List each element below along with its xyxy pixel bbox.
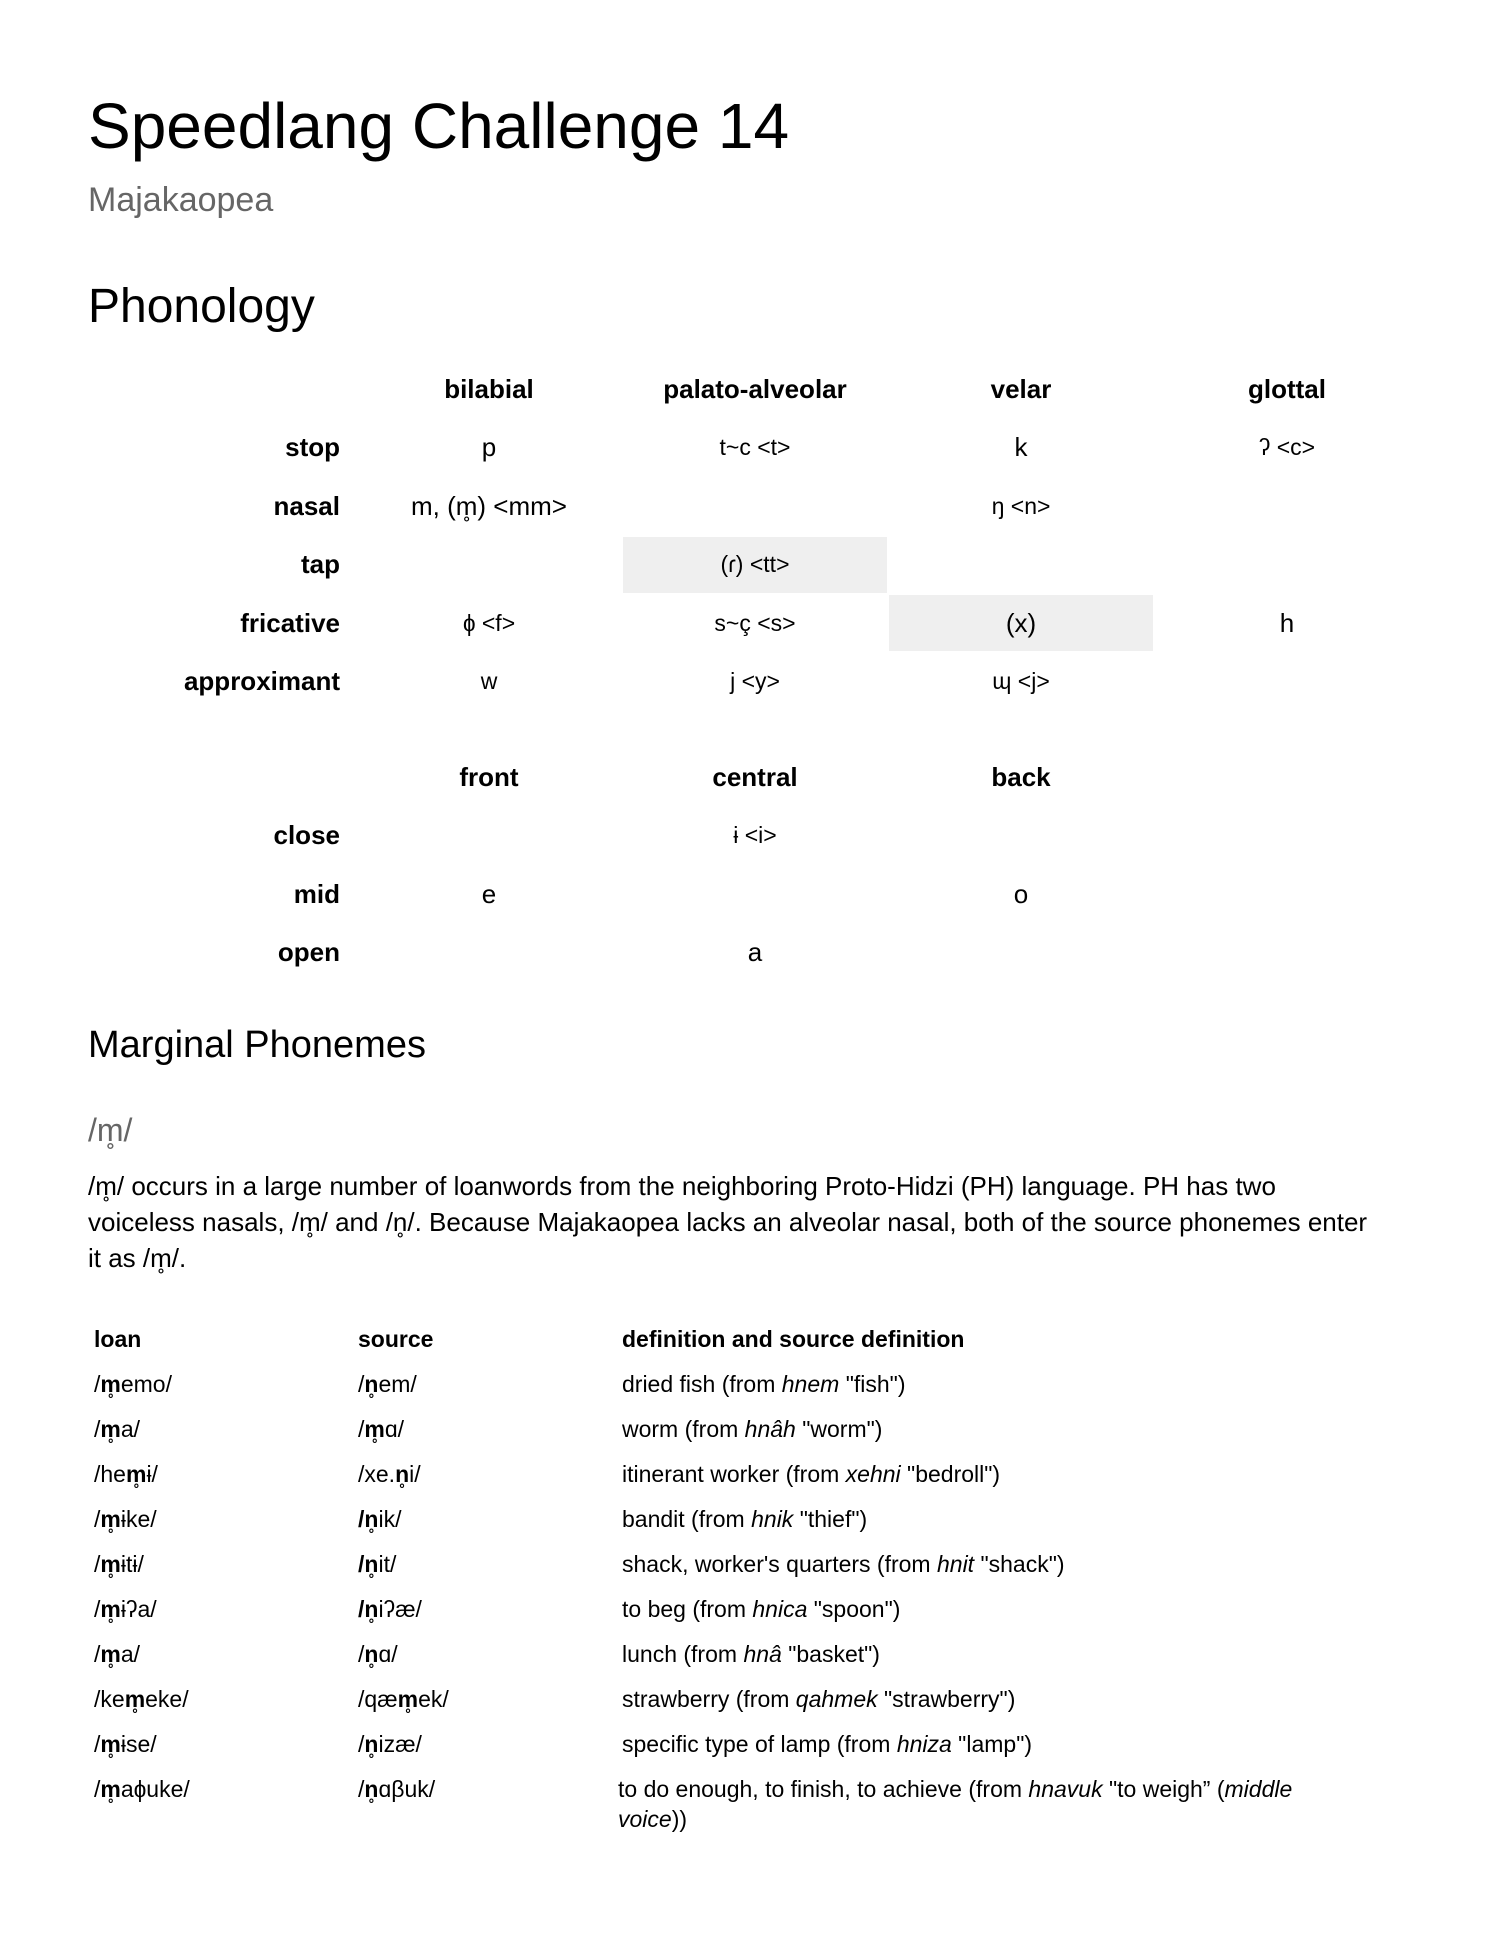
bold-segment: n̥ (364, 1371, 379, 1397)
phoneme-cell (889, 925, 1153, 981)
loan-cell-form (94, 1543, 358, 1579)
text-segment: )) (671, 1806, 688, 1832)
text-segment: emo/ (120, 1371, 172, 1397)
text-segment: "bedroll") (900, 1461, 1001, 1487)
source-cell-form (358, 1723, 622, 1759)
text-segment: a/ (120, 1641, 141, 1667)
text-segment: / (94, 1506, 101, 1532)
text-segment: "shack") (974, 1551, 1065, 1577)
loan-cell-form (94, 1588, 358, 1624)
source-cell-form (358, 1408, 622, 1444)
loanword-table-row (94, 1588, 1342, 1633)
definition-cell (622, 1543, 1342, 1579)
column-header-source: source (358, 1326, 434, 1352)
column-header-glottal: glottal (1248, 373, 1326, 404)
bold-segment: m̥ (100, 1596, 121, 1622)
bold-segment: /n̥ (358, 1506, 379, 1532)
italic-segment: hniza (896, 1731, 952, 1757)
phoneme-cell (623, 866, 887, 922)
definition-cell (622, 1678, 1342, 1714)
phoneme-cell: j <y> (730, 668, 780, 695)
column-header-palato-alveolar: palato-alveolar (663, 373, 847, 404)
text-segment: ɑβuk/ (378, 1776, 436, 1802)
text-segment: strawberry (from (622, 1686, 796, 1712)
phoneme-cell (357, 925, 621, 981)
loanword-table-header (94, 1318, 1342, 1363)
text-segment: ɑ/ (384, 1416, 405, 1442)
text-segment: / (358, 1776, 365, 1802)
phoneme-cell: ʔ <c> (1258, 434, 1316, 461)
text-segment: /xe. (358, 1461, 396, 1487)
loan-cell-form (94, 1633, 358, 1669)
text-segment: / (94, 1776, 101, 1802)
bold-segment: n̥ (364, 1731, 379, 1757)
italic-segment: hnit (936, 1551, 975, 1577)
phoneme-cell: ɨ <i> (733, 822, 777, 849)
text-segment: eke/ (145, 1686, 189, 1712)
loanword-table-row (94, 1723, 1342, 1768)
loan-cell-form (94, 1363, 358, 1399)
phoneme-cell (1155, 537, 1419, 593)
row-label-tap: tap (301, 549, 340, 580)
text-segment: / (94, 1596, 101, 1622)
marginal-phonemes-heading: Marginal Phonemes (88, 1024, 426, 1066)
vowel-header-row (140, 748, 1155, 807)
column-header-front: front (459, 761, 519, 792)
source-cell-form (358, 1498, 622, 1534)
bold-segment: /n̥ (358, 1596, 379, 1622)
bold-segment: m̥ (124, 1686, 146, 1712)
column-header-bilabial: bilabial (444, 373, 534, 404)
phoneme-cell (1155, 478, 1419, 534)
italic-segment: xehni (845, 1461, 901, 1487)
phoneme-cell: s~ç <s> (714, 609, 796, 636)
text-segment: it/ (378, 1551, 397, 1577)
text-segment: i/ (409, 1461, 421, 1487)
text-segment: iʔæ/ (378, 1596, 422, 1622)
italic-segment: hnâ (743, 1641, 782, 1667)
vowel-row-close (140, 807, 1155, 866)
loanword-table-row (94, 1633, 1342, 1678)
text-segment: "fish") (839, 1371, 906, 1397)
row-label-mid: mid (293, 878, 340, 909)
definition-cell (622, 1723, 1342, 1759)
bold-segment: m̥ (100, 1551, 121, 1577)
document-subtitle: Majakaopea (88, 181, 274, 219)
text-segment: / (94, 1416, 101, 1442)
loanword-table-row (94, 1768, 1342, 1834)
loanword-table-row (94, 1678, 1342, 1723)
consonant-row-fricative (140, 594, 1421, 653)
text-segment: "basket") (781, 1641, 880, 1667)
row-label-close: close (273, 820, 340, 851)
phoneme-cell (889, 537, 1153, 593)
bold-segment: m̥ (397, 1686, 419, 1712)
bold-segment: /n̥ (358, 1551, 379, 1577)
definition-cell (622, 1453, 1342, 1489)
text-segment: a/ (120, 1416, 141, 1442)
bold-segment: n̥ (364, 1776, 379, 1802)
column-header-definition: definition and source definition (622, 1326, 965, 1352)
text-segment: ɑ/ (378, 1641, 398, 1667)
phoneme-cell: o (1013, 878, 1029, 909)
source-cell-form (358, 1768, 622, 1804)
text-segment: /qæ (358, 1686, 398, 1712)
row-label-fricative: fricative (240, 607, 340, 638)
consonant-header-row (140, 360, 1421, 419)
phoneme-cell (1155, 654, 1419, 710)
phoneme-cell: ɰ <j> (992, 668, 1050, 695)
phoneme-cell: ɸ <f> (462, 609, 516, 636)
text-segment: to do enough, to finish, to achieve (from (618, 1776, 1029, 1802)
phoneme-cell (889, 808, 1153, 864)
text-segment: / (358, 1371, 365, 1397)
phoneme-cell: k (1014, 432, 1028, 463)
column-header-velar: velar (990, 373, 1052, 404)
text-segment: "to weigh” ( (1102, 1776, 1225, 1802)
source-cell-form (358, 1453, 622, 1489)
phoneme-cell: a (747, 937, 763, 968)
loan-cell-form (94, 1678, 358, 1714)
italic-segment: qahmek (795, 1686, 878, 1712)
text-segment: ɨʔa/ (120, 1596, 157, 1622)
definition-cell (622, 1588, 1342, 1624)
loanword-table-body (94, 1363, 1342, 1834)
bold-segment: m̥ (100, 1506, 121, 1532)
phoneme-cell: t~c <t> (719, 434, 791, 461)
phoneme-cell-shaded: (ɾ) <tt> (623, 537, 887, 593)
vowel-chart (140, 748, 1155, 982)
source-cell-form (358, 1543, 622, 1579)
text-segment: to beg (from (622, 1596, 753, 1622)
text-segment: izæ/ (378, 1731, 422, 1757)
text-segment: / (94, 1551, 101, 1577)
italic-segment: hnik (751, 1506, 794, 1532)
bold-segment: n̥ (395, 1461, 410, 1487)
voiceless-m-subheading: /m̥/ (88, 1112, 133, 1148)
column-header-back: back (991, 761, 1051, 792)
text-segment: / (94, 1641, 101, 1667)
text-segment: ɨse/ (120, 1731, 157, 1757)
bold-segment: m̥ (100, 1371, 121, 1397)
definition-cell (622, 1498, 1342, 1534)
text-segment: specific type of lamp (from (622, 1731, 897, 1757)
phoneme-cell: w (480, 668, 498, 695)
text-segment: "spoon") (807, 1596, 901, 1622)
consonant-row-approximant (140, 653, 1421, 712)
row-label-approximant: approximant (183, 666, 340, 697)
source-cell-form (358, 1588, 622, 1624)
row-label-open: open (277, 937, 340, 968)
text-segment: lunch (from (622, 1641, 744, 1667)
phoneme-cell (357, 537, 621, 593)
loanword-table-row (94, 1408, 1342, 1453)
consonant-chart (140, 360, 1421, 711)
source-cell-form (358, 1363, 622, 1399)
text-segment: "lamp") (951, 1731, 1033, 1757)
text-segment: dried fish (from (622, 1371, 782, 1397)
phonology-heading: Phonology (88, 280, 315, 333)
italic-segment: hnem (781, 1371, 840, 1397)
bold-segment: m̥ (100, 1416, 121, 1442)
consonant-row-tap (140, 536, 1421, 595)
text-segment: /he (94, 1461, 126, 1487)
text-segment: ɨ/ (146, 1461, 158, 1487)
document-title: Speedlang Challenge 14 (88, 90, 790, 162)
text-segment: itinerant worker (from (622, 1461, 846, 1487)
bold-segment: m̥ (100, 1776, 121, 1802)
bold-segment: m̥ (364, 1416, 385, 1442)
vowel-row-mid (140, 865, 1155, 924)
loanword-table-row (94, 1363, 1342, 1408)
consonant-row-nasal (140, 477, 1421, 536)
text-segment: / (358, 1641, 365, 1667)
text-segment: / (358, 1731, 365, 1757)
corner-cell (140, 361, 340, 417)
italic-segment: middle voice (618, 1776, 1293, 1832)
row-label-stop: stop (285, 432, 340, 463)
loan-cell-form (94, 1498, 358, 1534)
text-segment: / (94, 1731, 101, 1757)
text-segment: worm (from (622, 1416, 745, 1442)
column-header-loan: loan (94, 1326, 142, 1352)
definition-cell (618, 1768, 1338, 1834)
loanword-table-row (94, 1498, 1342, 1543)
text-segment: /ke (94, 1686, 125, 1712)
text-segment: ɨtɨ/ (120, 1551, 144, 1577)
voiceless-m-paragraph: /m̥/ occurs in a large number of loanwords from the neighboring Proto-Hidzi (PH) language. PH has two voiceless nasals, /m̥/ and /n̥/. Because Majakaopea lacks an alveolar nasal, both of the source phonemes enter it as /m̥/. (88, 1171, 1368, 1273)
text-segment: ɨke/ (120, 1506, 157, 1532)
column-header-central: central (712, 761, 798, 792)
text-segment: bandit (from (622, 1506, 752, 1532)
text-segment: em/ (378, 1371, 417, 1397)
source-cell-form (358, 1633, 622, 1669)
italic-segment: hnâh (744, 1416, 796, 1442)
italic-segment: hnica (752, 1596, 808, 1622)
text-segment: ek/ (418, 1686, 449, 1712)
row-label-nasal: nasal (273, 490, 340, 521)
consonant-row-stop (140, 419, 1421, 478)
text-segment: / (94, 1371, 101, 1397)
text-segment: "strawberry") (877, 1686, 1016, 1712)
loan-cell-form (94, 1768, 358, 1804)
text-segment: aɸuke/ (120, 1776, 190, 1802)
text-segment: shack, worker's quarters (from (622, 1551, 937, 1577)
text-segment: "thief") (793, 1506, 868, 1532)
phoneme-cell: ŋ <n> (991, 492, 1051, 519)
phoneme-cell (357, 808, 621, 864)
loanword-table (94, 1318, 1342, 1834)
vowel-row-open (140, 924, 1155, 983)
text-segment: ik/ (378, 1506, 402, 1532)
text-segment: "worm") (795, 1416, 883, 1442)
text-segment: / (358, 1416, 365, 1442)
definition-cell (622, 1633, 1342, 1669)
corner-cell (140, 749, 340, 805)
source-cell-form (358, 1678, 622, 1714)
phoneme-cell: p (481, 432, 497, 463)
bold-segment: m̥ (125, 1461, 147, 1487)
phoneme-cell (623, 478, 887, 534)
loanword-table-row (94, 1453, 1342, 1498)
bold-segment: n̥ (364, 1641, 379, 1667)
definition-cell (622, 1408, 1342, 1444)
phoneme-cell: e (481, 878, 497, 909)
bold-segment: m̥ (100, 1731, 121, 1757)
phoneme-cell: m, (m̥) <mm> (411, 490, 567, 521)
loan-cell-form (94, 1408, 358, 1444)
loan-cell-form (94, 1453, 358, 1489)
definition-cell (622, 1363, 1342, 1399)
italic-segment: hnavuk (1028, 1776, 1103, 1802)
phoneme-cell-shaded: (x) (889, 595, 1153, 651)
loan-cell-form (94, 1723, 358, 1759)
phoneme-cell: h (1279, 607, 1295, 638)
bold-segment: m̥ (100, 1641, 121, 1667)
loanword-table-row (94, 1543, 1342, 1588)
